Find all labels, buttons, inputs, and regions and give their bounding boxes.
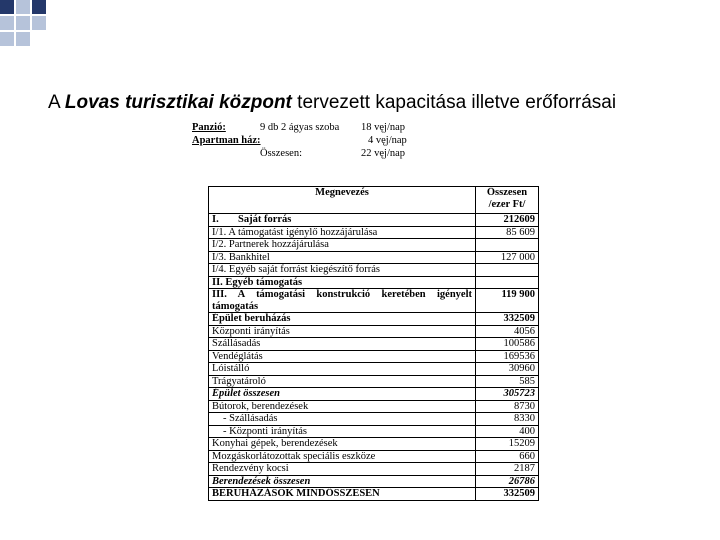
row-name: I/4. Egyéb saját forrást kiegészítő forrás [209, 264, 476, 277]
row-name: Épület beruházás [209, 313, 476, 326]
corner-square-decoration [32, 0, 46, 14]
row-name: Konyhai gépek, berendezések [209, 438, 476, 451]
corner-square-decoration [0, 16, 14, 30]
table-row [209, 313, 539, 326]
table-row [209, 475, 539, 488]
header-name: Megnevezés [209, 187, 476, 214]
table-row [209, 425, 539, 438]
row-value: 8330 [476, 413, 539, 426]
capacity-value: 22 vęj/nap [361, 148, 406, 159]
row-name: I/2. Partnerek hozzájárulása [209, 239, 476, 252]
capacity-value: 4 vęj/nap [368, 135, 407, 146]
row-name: - Szállásadás [209, 413, 476, 426]
table-row [209, 325, 539, 338]
table-row [209, 350, 539, 363]
table-row [209, 214, 539, 227]
row-name: Vendéglátás [209, 350, 476, 363]
row-value: 26786 [476, 475, 539, 488]
table-row [209, 400, 539, 413]
row-value: 2187 [476, 463, 539, 476]
capacity-label: Panzió: [192, 122, 226, 133]
row-name: Épület összesen [209, 388, 476, 401]
row-label: Saját forrás [238, 214, 292, 225]
title-emphasis: Lovas turisztikai központ [64, 92, 292, 113]
row-name: - Központi irányítás [209, 425, 476, 438]
row-name: Lóistálló [209, 363, 476, 376]
row-value: 8730 [476, 400, 539, 413]
row-name: Trágyatároló [209, 375, 476, 388]
row-name: Berendezések összesen [209, 475, 476, 488]
table-row [209, 338, 539, 351]
row-name: II. Egyéb támogatás [209, 276, 476, 289]
row-value: 305723 [476, 388, 539, 401]
corner-square-decoration [32, 16, 46, 30]
corner-square-decoration [16, 0, 30, 14]
title-prefix: A [48, 92, 65, 113]
table-row [209, 363, 539, 376]
corner-square-decoration [0, 0, 14, 14]
row-name: Központi irányítás [209, 325, 476, 338]
row-name: I/3. Bankhitel [209, 251, 476, 264]
row-value: 400 [476, 425, 539, 438]
header-value: Összesen /ezer Ft/ [476, 187, 539, 214]
row-value: 15209 [476, 438, 539, 451]
table-row [209, 226, 539, 239]
row-value: 169536 [476, 350, 539, 363]
table-row [209, 413, 539, 426]
title-suffix: tervezett kapacitása illetve erőforrásai [291, 92, 617, 113]
row-name: Rendezvény kocsi [209, 463, 476, 476]
table-row [209, 239, 539, 252]
table-row [209, 289, 539, 313]
row-value: 332509 [476, 488, 539, 501]
row-name: Bútorok, berendezések [209, 400, 476, 413]
table-row [209, 264, 539, 277]
row-name: I/1. A támogatást igénylő hozzájárulása [209, 226, 476, 239]
row-value: 119 900 [476, 289, 539, 313]
row-name: BERUHÁZÁSOK MINDÖSSZESEN [209, 488, 476, 501]
table-row [209, 276, 539, 289]
slide-title [48, 92, 616, 114]
capacity-label: Apartman ház: [192, 135, 261, 146]
resources-table [208, 186, 539, 501]
table-row [209, 375, 539, 388]
corner-square-decoration [16, 32, 30, 46]
table-row [209, 251, 539, 264]
row-name [209, 214, 476, 227]
corner-square-decoration [16, 16, 30, 30]
capacity-value: 18 vęj/nap [361, 122, 406, 133]
row-value: 332509 [476, 313, 539, 326]
row-name: III. A támogatási konstrukció keretében igényelt támogatás [209, 289, 476, 313]
row-value [476, 276, 539, 289]
table-row [209, 438, 539, 451]
row-value: 660 [476, 450, 539, 463]
row-value: 100586 [476, 338, 539, 351]
row-value [476, 239, 539, 252]
row-value: 85 609 [476, 226, 539, 239]
row-value: 4056 [476, 325, 539, 338]
capacity-desc: 9 db 2 ágyas szoba [260, 122, 340, 133]
row-name: Szállásadás [209, 338, 476, 351]
table-row [209, 488, 539, 501]
table-header-row [209, 187, 539, 214]
row-value: 127 000 [476, 251, 539, 264]
row-code: I. [212, 214, 219, 225]
row-value: 30960 [476, 363, 539, 376]
table-row [209, 463, 539, 476]
row-value: 585 [476, 375, 539, 388]
table-row [209, 388, 539, 401]
corner-square-decoration [0, 32, 14, 46]
row-value [476, 264, 539, 277]
table-row [209, 450, 539, 463]
row-name: Mozgáskorlátozottak speciális eszköze [209, 450, 476, 463]
capacity-desc: Összesen: [260, 148, 302, 159]
row-value: 212609 [476, 214, 539, 227]
